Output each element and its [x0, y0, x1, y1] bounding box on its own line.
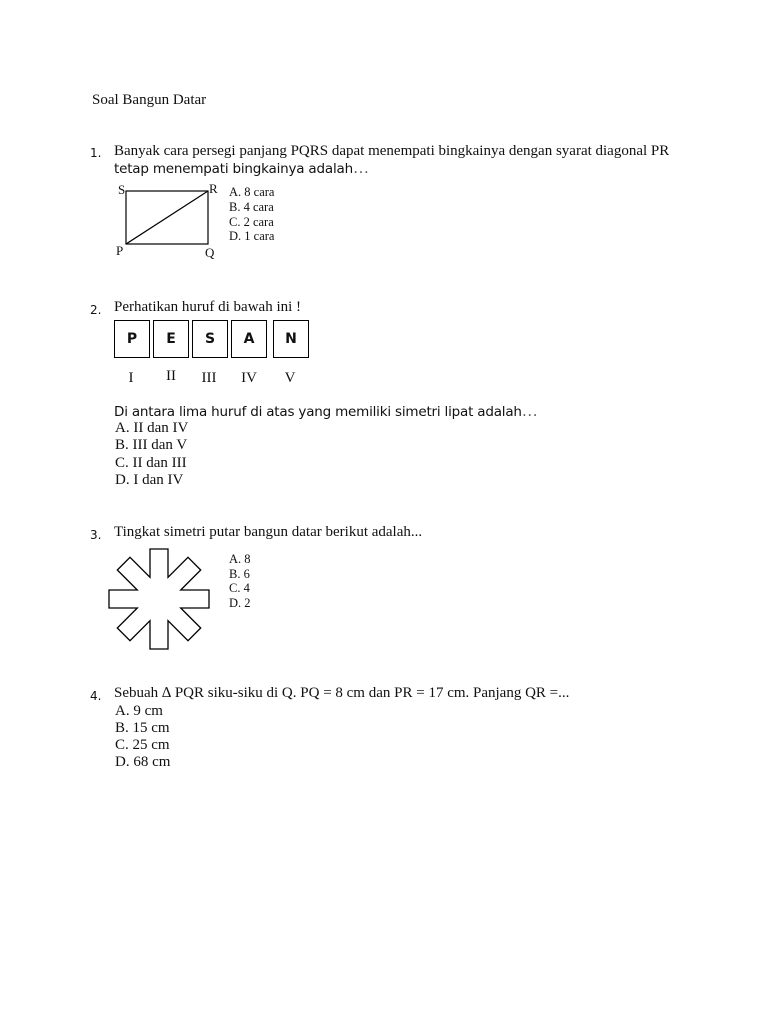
question-1-text-line1: Banyak cara persegi panjang PQRS dapat menempati bingkainya dengan syarat diagonal PR	[114, 143, 670, 159]
question-1-option-c: C. 2 cara	[229, 215, 274, 229]
question-3-text: Tingkat simetri putar bangun datar berikut adalah...	[114, 524, 423, 540]
question-3-option-b: B. 6	[229, 567, 250, 581]
vertex-label-q: Q	[205, 245, 215, 260]
roman-label-iv: IV	[241, 370, 257, 386]
question-3-number: 3.	[90, 528, 102, 542]
question-2-text: Perhatikan huruf di bawah ini !	[114, 299, 302, 315]
letter-box-n: N	[273, 320, 309, 358]
diagonal-pr	[126, 191, 208, 244]
question-2-prompt-main: Di antara lima huruf di atas yang memiliki simetri lipat adalah	[114, 404, 522, 420]
question-4-option-b: B. 15 cm	[115, 720, 170, 736]
letter-box-p: P	[114, 320, 150, 358]
letter-box-s: S	[192, 320, 228, 358]
question-2-ellipsis: …	[521, 403, 538, 420]
question-1-option-b: B. 4 cara	[229, 200, 274, 214]
roman-label-i: I	[128, 370, 134, 386]
question-1-text-line2-main: tetap menempati bingkainya adalah	[114, 161, 353, 177]
question-1-number: 1.	[90, 146, 102, 160]
question-2-number: 2.	[90, 303, 102, 317]
question-2-option-d: D. I dan IV	[115, 472, 184, 488]
letter-box-e: E	[153, 320, 189, 358]
question-2-option-c: C. II dan III	[115, 455, 187, 471]
roman-label-iii: III	[201, 370, 217, 386]
question-4-option-a: A. 9 cm	[115, 703, 163, 719]
eight-arm-star-figure	[105, 545, 213, 653]
question-2-prompt	[114, 403, 538, 421]
question-2-option-b: B. III dan V	[115, 437, 188, 453]
question-1-ellipsis: …	[352, 160, 369, 177]
roman-label-ii: II	[166, 368, 176, 384]
question-1-text-line2	[114, 160, 369, 178]
question-3-option-d: D. 2	[229, 596, 251, 610]
question-3-option-c: C. 4	[229, 581, 250, 595]
vertex-label-r: R	[209, 181, 218, 196]
question-4-option-d: D. 68 cm	[115, 754, 171, 770]
question-4-text: Sebuah ∆ PQR siku-siku di Q. PQ = 8 cm dan PR = 17 cm. Panjang QR =...	[114, 685, 570, 701]
question-1-option-d: D. 1 cara	[229, 229, 275, 243]
page-title: Soal Bangun Datar	[92, 92, 207, 108]
question-4-option-c: C. 25 cm	[115, 737, 170, 753]
question-2-option-a: A. II dan IV	[115, 420, 189, 436]
vertex-label-s: S	[118, 182, 126, 197]
roman-label-v: V	[284, 370, 296, 386]
question-3-option-a: A. 8	[229, 552, 251, 566]
question-1-option-a: A. 8 cara	[229, 185, 275, 199]
letter-box-a: A	[231, 320, 267, 358]
eight-arm-star	[109, 549, 209, 649]
vertex-label-p: P	[116, 243, 124, 258]
question-4-number: 4.	[90, 689, 102, 703]
